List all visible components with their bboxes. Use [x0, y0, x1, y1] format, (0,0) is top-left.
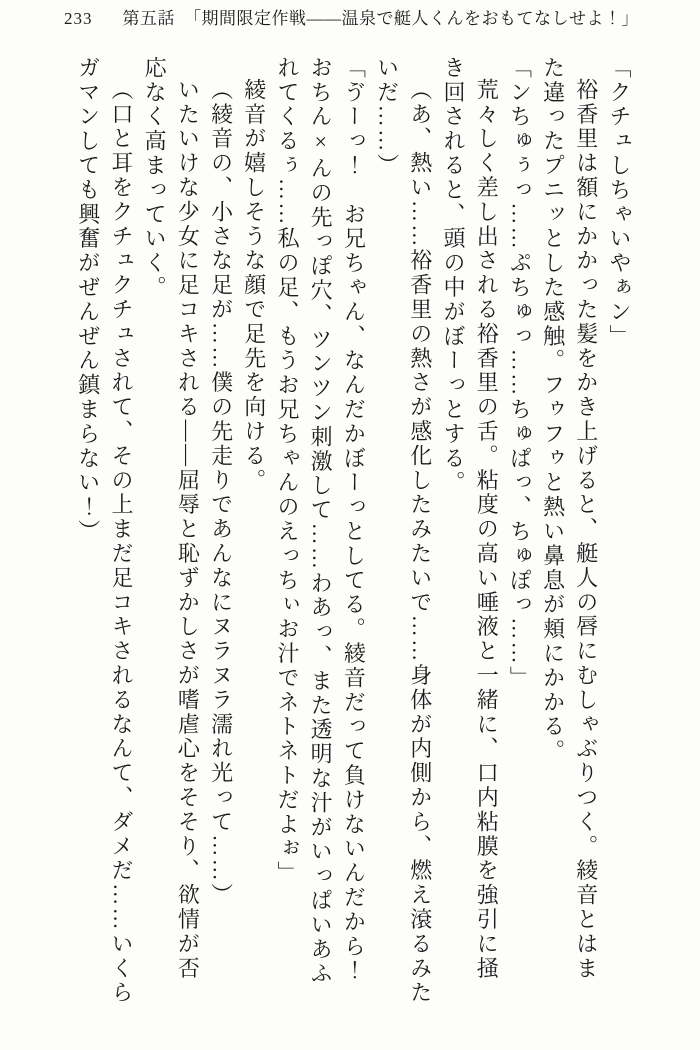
text-column: 「クチュしちゃいやぁン」 — [607, 56, 632, 349]
page-number: 233 — [64, 9, 93, 28]
text-column: 「ゔーっ！ お兄ちゃん、なんだかぼーっとしてる。綾音だって負けないんだから！ — [341, 56, 367, 984]
text-column: き回されると、頭の中がぼーっとする。 — [440, 56, 466, 496]
chapter-title: 第五話 「期間限定作戦——温泉で艇人くんをおもてなしせよ！」 — [122, 9, 639, 28]
text-column: （あ、熱い……裕香里の熱さが感化したみたいで……身体が内側から、燃え滾るみた — [407, 78, 433, 1006]
text-column: 裕香里は額にかかった髪をかき上げると、艇人の唇にむしゃぶりつく。綾音とはま — [573, 78, 599, 981]
text-column: いだ……） — [374, 56, 400, 178]
text-column: いたいけな少女に足コキされる——屈辱と恥ずかしさが嗜虐心をそそり、欲情が否 — [175, 78, 201, 981]
text-column: た違ったプニッとした感触。フゥフゥと熱い鼻息が頬にかかる。 — [540, 56, 566, 764]
text-column: ガマンしても興奮がぜんぜん鎮まらない！） — [75, 56, 101, 544]
text-column: 応なく高まっていく。 — [142, 56, 168, 300]
text-column: れてくるぅ……私の足、もうお兄ちゃんのえっちぃお汁でネトネトだよぉ」 — [274, 56, 300, 886]
text-column: 荒々しく差し出される裕香里の舌。粘度の高い唾液と一緒に、口内粘膜を強引に掻 — [474, 78, 500, 981]
text-column: 「ンちゅぅっ……ぷちゅっ……ちゅぱっ、ちゅぽっ……」 — [507, 56, 533, 691]
text-column: おちん×んの先っぽ穴、ツンツン刺激して……わあっ、また透明な汁がいっぱいあふ — [308, 56, 334, 987]
vertical-text-block — [72, 56, 636, 1042]
text-column: 綾音が嬉しそうな顔で足先を向ける。 — [241, 78, 267, 493]
text-column: （綾音の、小さな足が……僕の先走りであんなにヌラヌラ濡れ光って……） — [208, 78, 234, 908]
text-column: （口と耳をクチュクチュされて、その上まだ足コキされるなんて、ダメだ……いくら — [108, 78, 134, 1006]
running-head — [64, 7, 670, 31]
